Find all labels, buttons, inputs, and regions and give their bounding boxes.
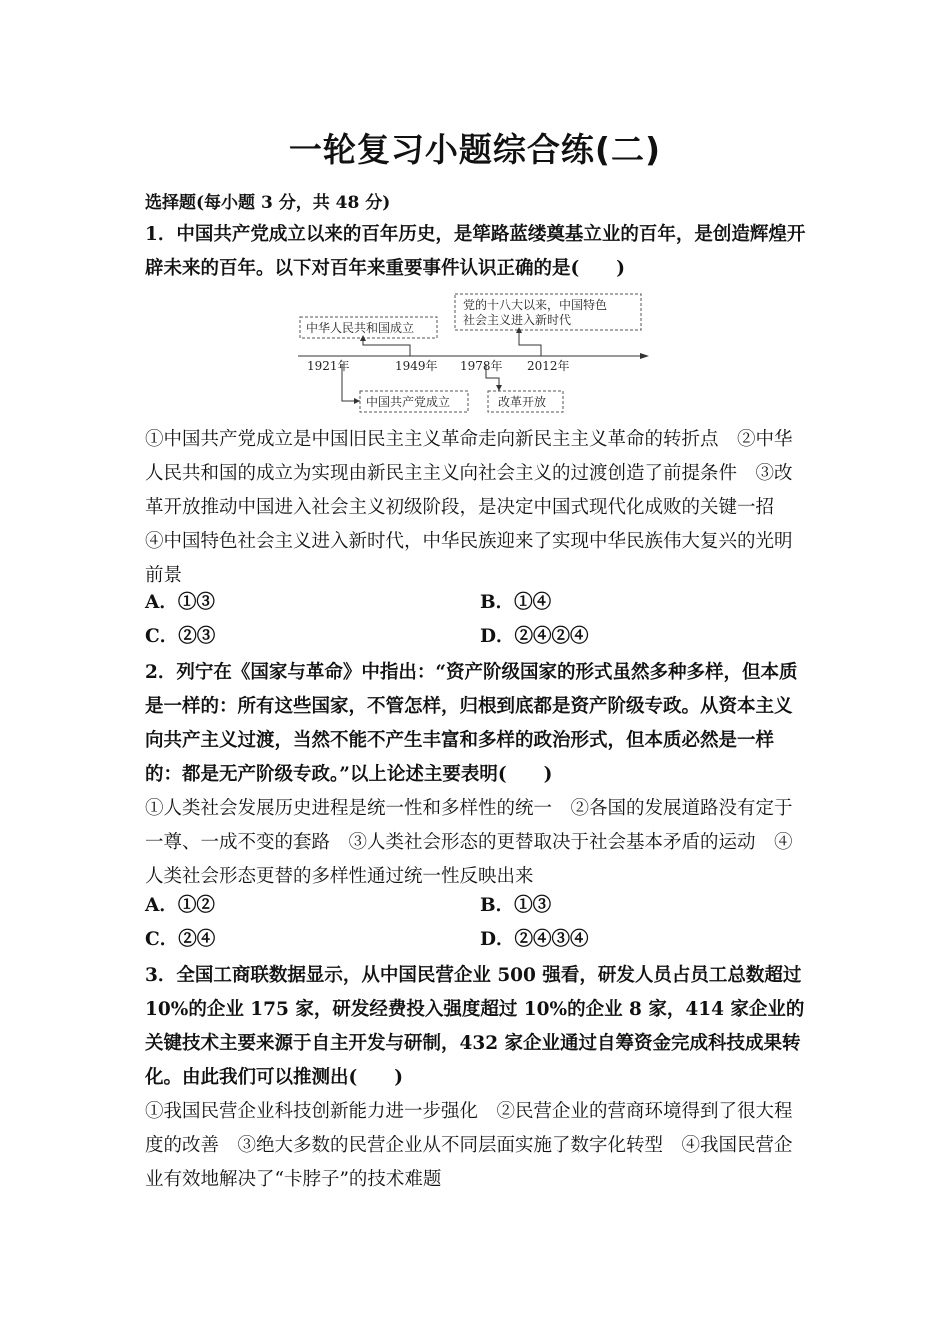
question-3-statements: ①我国民营企业科技创新能力进一步强化 ②民营企业的营商环境得到了很大程度的改善 ③绝大多数的民营企业从不同层面实施了数字化转型 ④我国民营企业有效地解决了“卡脖子”的技术难题 (145, 1101, 793, 1190)
timeline-arrow-head (640, 353, 649, 359)
year-1921: 1921年 (307, 359, 350, 373)
year-2012: 2012年 (527, 359, 570, 373)
timeline-label-reform: 改革开放 (498, 395, 547, 409)
connector-new-era (519, 330, 541, 356)
question-1-choice-d[interactable]: D．②④②④ (480, 626, 589, 647)
question-2-choice-b[interactable]: B．①③ (480, 895, 552, 916)
question-2-choice-c[interactable]: C．②④ (145, 929, 216, 950)
year-1949: 1949年 (395, 359, 438, 373)
question-1-choice-c[interactable]: C．②③ (145, 626, 216, 647)
question-3-stem: 3．全国工商联数据显示，从中国民营企业 500 强看，研发人员占员工总数超过 10%的企业 175 家，研发经费投入强度超过 10%的企业 8 家，414 家企业的关键技术主要来源于自主开发与研制，432 家企业通过自筹资金完成科技成果转化。由此我们可以推测出( ) (145, 965, 805, 1088)
timeline-label-new-era-2: 社会主义进入新时代 (463, 313, 572, 327)
timeline-label-new-era-1: 党的十八大以来，中国特色 (463, 298, 608, 312)
year-1978: 1978年 (460, 359, 503, 373)
question-1-choice-a[interactable]: A．①③ (145, 592, 215, 613)
question-2-statements: ①人类社会发展历史进程是统一性和多样性的统一 ②各国的发展道路没有定于一尊、一成不变的套路 ③人类社会形态的更替取决于社会基本矛盾的运动 ④人类社会形态更替的多样性通过统一性反映出来 (145, 798, 793, 887)
timeline-diagram (293, 288, 655, 416)
connector-prc (363, 338, 410, 356)
section-heading: 选择题(每小题 3 分，共 48 分) (145, 193, 391, 213)
page-title: 一轮复习小题综合练(二) (288, 130, 662, 169)
timeline-label-cpc: 中国共产党成立 (366, 395, 451, 409)
question-2-stem: 2．列宁在《国家与革命》中指出：“资产阶级国家的形式虽然多种多样，但本质是一样的：所有这些国家，不管怎样，归根到底都是资产阶级专政。从资本主义向共产主义过渡，当然不能不产生丰富和多样的政治形式，但本质必然是一样的：都是无产阶级专政。”以上论述主要表明( ) (145, 662, 798, 785)
question-1-statements: ①中国共产党成立是中国旧民主主义革命走向新民主主义革命的转折点 ②中华人民共和国的成立为实现由新民主主义向社会主义的过渡创造了前提条件 ③改革开放推动中国进入社会主义初级阶段，是决定中国式现代化成败的关键一招 ④中国特色社会主义进入新时代，中华民族迎来了实现中华民族伟大复兴的光明前景 (145, 429, 793, 586)
question-1-choice-b[interactable]: B．①④ (480, 592, 552, 613)
question-2-choice-a[interactable]: A．①② (145, 895, 215, 916)
timeline-label-prc: 中华人民共和国成立 (306, 321, 415, 335)
question-1-stem: 1．中国共产党成立以来的百年历史，是筚路蓝缕奠基立业的百年，是创造辉煌开辟未来的百年。以下对百年来重要事件认识正确的是( ) (145, 224, 806, 279)
question-2-choice-d[interactable]: D．②④③④ (480, 929, 589, 950)
